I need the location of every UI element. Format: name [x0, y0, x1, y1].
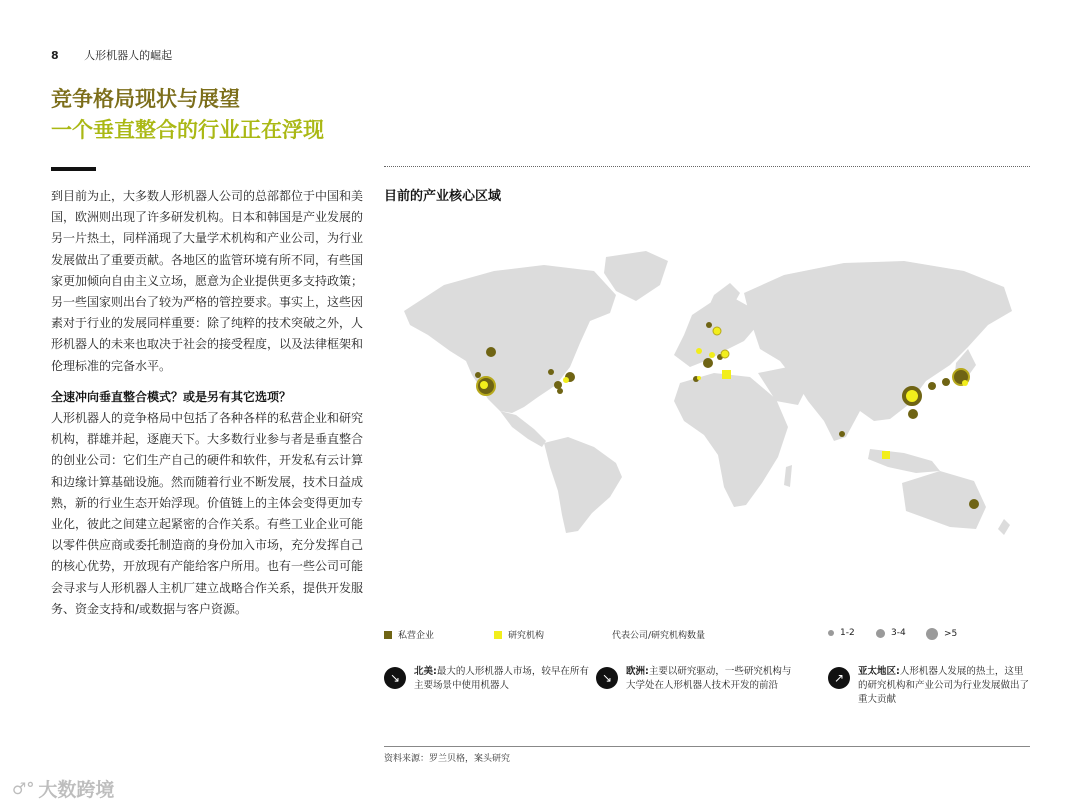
private-hub-shanghai	[908, 409, 918, 419]
research-hub-spain	[697, 376, 701, 380]
watermark	[12, 775, 114, 802]
research-hub-benelux	[709, 352, 715, 358]
legend-size-large	[926, 628, 957, 640]
private-hub-chicago	[548, 369, 554, 375]
note-region: 北美:	[414, 666, 437, 677]
title-rule	[51, 167, 96, 171]
subheading: 全速冲向垂直整合模式？或是另有其它选项？	[51, 389, 292, 404]
research-hub-bay-area	[480, 381, 488, 389]
north-america	[404, 265, 616, 413]
note-text	[414, 665, 589, 693]
note-body: 主要以研究驱动，一些研究机构与大学处在人形机器人技术开发的前沿	[626, 666, 792, 691]
africa	[674, 373, 788, 507]
private-hub-china-large	[904, 388, 920, 404]
arrow-icon: ↗	[828, 667, 850, 689]
central-america	[500, 411, 546, 447]
research-hub-singapore	[882, 451, 890, 459]
private-hub-central-europe	[703, 358, 713, 368]
research-hub-germany	[721, 350, 729, 358]
private-hub-norway	[706, 322, 712, 328]
legend-research-label: 研究机构	[508, 631, 545, 641]
note-text	[858, 665, 1030, 707]
arrow-icon: ↘	[384, 667, 406, 689]
private-hub-india	[839, 431, 845, 437]
legend-private-label: 私营企业	[398, 631, 435, 641]
legend-private	[384, 628, 434, 641]
footer-rule	[384, 746, 1030, 747]
page-number: 8	[51, 49, 59, 62]
note-text	[626, 665, 796, 693]
title-line-1: 竞争格局现状与展望	[51, 87, 240, 111]
body-text	[51, 186, 363, 620]
legend-size-medium-label: 3-4	[891, 628, 906, 638]
page-title	[51, 84, 324, 146]
note-region: 亚太地区:	[858, 666, 900, 677]
size-medium-dot	[876, 629, 885, 638]
size-large-dot	[926, 628, 938, 640]
legend-size-small	[828, 628, 855, 638]
map-legend	[384, 628, 1030, 642]
private-hub-vancouver	[486, 347, 496, 357]
note-asia-pacific	[828, 665, 1030, 707]
legend-size-large-label: >5	[944, 629, 958, 639]
legend-count-label: 代表公司/研究机构数量	[612, 631, 706, 641]
private-hub-california-small	[475, 372, 481, 378]
legend-count	[612, 628, 705, 641]
asia	[744, 261, 1012, 441]
paragraph-1: 到目前为止，大多数人形机器人公司的总部都位于中国和美国，欧洲则出现了许多研发机构。日本和韩国是产业发展的另一片热土，同样涌现了大量学术机构和产业公司，为行业发展做出了重要贡献。各地区的监管环境有所不同，有些国家更加倾向自由主义立场，愿意为企业提供更多支持政策；另一些国家则出台了较为严格的管控要求。事实上，这些因素对于行业的发展同样重要：除了纯粹的技术突破之外，人形机器人的未来也取决于社会的接受程度，以及法律框架和伦理标准的完备水平。	[51, 189, 364, 373]
research-swatch	[494, 631, 502, 639]
private-hub-korea	[942, 378, 950, 386]
title-line-2: 一个垂直整合的行业正在浮现	[51, 118, 324, 142]
legend-size-small-label: 1-2	[840, 628, 855, 638]
page-header	[51, 47, 172, 63]
private-hub-east-coast	[557, 388, 563, 394]
southeast-asia-islands	[868, 449, 940, 473]
private-swatch	[384, 631, 392, 639]
section-rule	[384, 166, 1030, 167]
research-hub-italy	[722, 370, 731, 379]
size-small-dot	[828, 630, 834, 636]
watermark-logo-icon: ♂°	[12, 779, 35, 798]
report-title: 人形机器人的崛起	[84, 49, 173, 62]
note-region: 欧洲:	[626, 666, 649, 677]
note-north-america	[384, 665, 589, 693]
note-body: 最大的人形机器人市场，较早在所有主要场景中使用机器人	[414, 666, 589, 691]
research-hub-scandinavia	[713, 327, 721, 335]
source-note: 资料来源：罗兰贝格，案头研究	[384, 754, 511, 764]
research-hub-pittsburgh	[563, 377, 569, 383]
paragraph-2: 人形机器人的竞争格局中包括了各种各样的私营企业和研究机构，群雄并起，逐鹿天下。大多数行业参与者是垂直整合的创业公司：它们生产自己的硬件和软件，开发私有云计算和边缘计算基础设施。然而随着行业不断发展，技术日益成熟，新的行业生态开始浮现。价值链上的主体会变得更加专业化，彼此之间建立起紧密的合作关系。有些工业企业可能以零件供应商或委托制造商的身份加入市场，充分发挥自己的核心优势，开放现有产能给客户所用。也有一些公司可能会寻求与人形机器人主机厂建立战略合作关系，提供开发服务、资金支持和/或数据与客户资源。	[51, 411, 364, 616]
arrow-icon: ↘	[596, 667, 618, 689]
new-zealand	[998, 519, 1010, 535]
private-hub-beijing	[928, 382, 936, 390]
map-title: 目前的产业核心区域	[384, 189, 502, 204]
private-hub-sydney	[969, 499, 979, 509]
madagascar	[784, 465, 792, 487]
research-hub-uk	[696, 348, 702, 354]
world-map	[384, 215, 1030, 535]
private-hub-midwest	[554, 381, 562, 389]
legend-research	[494, 628, 544, 641]
south-america	[544, 437, 622, 533]
watermark-text: 大数跨境	[38, 779, 115, 801]
research-hub-japan	[962, 380, 968, 386]
note-body: 人形机器人发展的热土，这里的研究机构和产业公司为行业发展做出了重大贡献	[858, 666, 1030, 705]
note-europe	[596, 665, 796, 693]
legend-size-medium	[876, 628, 906, 638]
